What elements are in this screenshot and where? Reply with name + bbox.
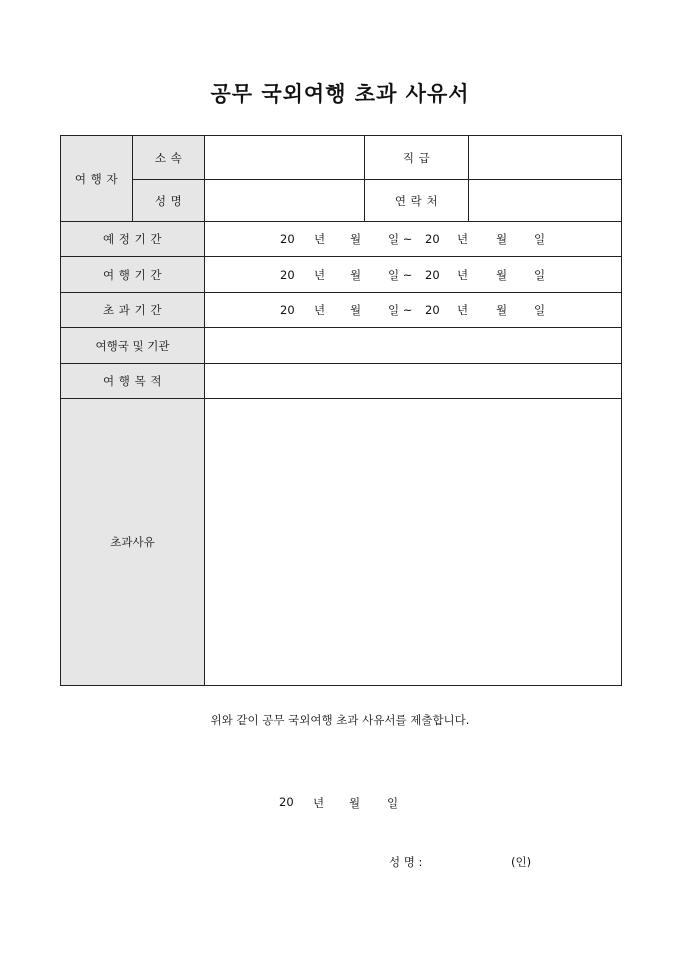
submit-year: 20 — [279, 795, 294, 809]
traveler-row-2 — [61, 180, 622, 222]
end-day-unit: 일 — [534, 232, 546, 246]
submit-year-unit: 년 — [313, 796, 325, 810]
start-day-unit: 일 ~ — [388, 232, 413, 246]
signature-label: 성 명 : — [389, 855, 423, 869]
traveler-row-1 — [61, 136, 622, 180]
rank-label: 직 급 — [365, 136, 469, 180]
end-day-unit: 일 — [534, 303, 546, 317]
planned-period-label: 예 정 기 간 — [61, 222, 205, 257]
end-year: 20 — [425, 303, 440, 317]
seal-mark: (인) — [511, 855, 532, 869]
start-month-unit: 월 — [350, 232, 362, 246]
travel-period-label: 여 행 기 간 — [61, 257, 205, 293]
travel-excess-form-table — [60, 135, 622, 686]
start-month-unit: 월 — [350, 303, 362, 317]
end-year: 20 — [425, 232, 440, 246]
country-org-field[interactable] — [205, 328, 622, 364]
end-month-unit: 월 — [496, 303, 508, 317]
end-year-unit: 년 — [457, 267, 469, 282]
purpose-field[interactable] — [205, 364, 622, 399]
travel-period-row — [61, 257, 622, 293]
start-year-unit: 년 — [314, 267, 326, 282]
planned-period-row — [61, 222, 622, 257]
affiliation-label: 소 속 — [133, 136, 205, 180]
end-year: 20 — [425, 267, 440, 282]
reason-row — [61, 399, 622, 686]
excess-period-field[interactable] — [205, 293, 622, 328]
start-year: 20 — [280, 267, 295, 282]
travel-period-field[interactable] — [205, 257, 622, 293]
start-month-unit: 월 — [350, 267, 362, 282]
purpose-label: 여 행 목 적 — [61, 364, 205, 399]
end-year-unit: 년 — [457, 232, 469, 246]
country-org-row — [61, 328, 622, 364]
submit-month-unit: 월 — [349, 796, 361, 810]
submission-statement: 위와 같이 공무 국외여행 초과 사유서를 제출합니다. — [210, 713, 470, 727]
excess-period-label: 초 과 기 간 — [61, 293, 205, 328]
start-year: 20 — [280, 232, 295, 246]
start-year-unit: 년 — [314, 232, 326, 246]
reason-field[interactable] — [205, 399, 622, 686]
affiliation-field[interactable] — [205, 136, 365, 180]
contact-field[interactable] — [469, 180, 622, 222]
purpose-row — [61, 364, 622, 399]
excess-period-row — [61, 293, 622, 328]
start-year-unit: 년 — [314, 303, 326, 317]
planned-period-field[interactable] — [205, 222, 622, 257]
rank-field[interactable] — [469, 136, 622, 180]
start-year: 20 — [280, 303, 295, 317]
end-month-unit: 월 — [496, 267, 508, 282]
traveler-label: 여 행 자 — [61, 136, 133, 222]
document-title: 공무 국외여행 초과 사유서 — [210, 81, 470, 106]
end-year-unit: 년 — [457, 303, 469, 317]
name-field[interactable] — [205, 180, 365, 222]
contact-label: 연 락 처 — [365, 180, 469, 222]
end-day-unit: 일 — [534, 267, 546, 282]
submit-day-unit: 일 — [387, 796, 399, 810]
name-label: 성 명 — [133, 180, 205, 222]
start-day-unit: 일 ~ — [388, 267, 413, 282]
reason-label: 초과사유 — [61, 399, 205, 686]
start-day-unit: 일 ~ — [388, 303, 413, 317]
end-month-unit: 월 — [496, 232, 508, 246]
country-org-label: 여행국 및 기관 — [61, 328, 205, 364]
